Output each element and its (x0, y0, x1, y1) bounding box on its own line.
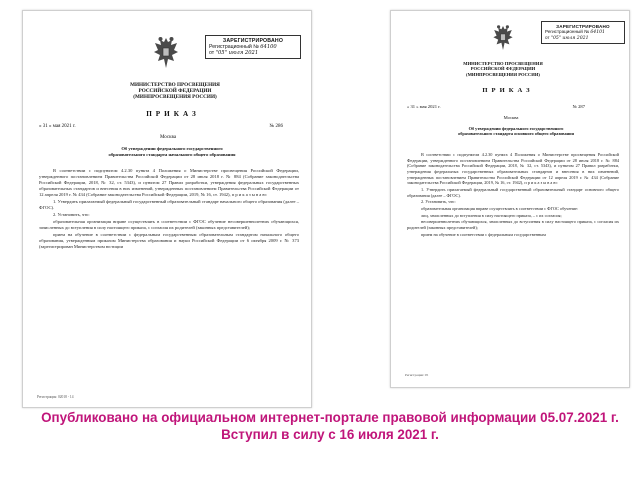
body-paragraph: образовательная организация вправе осуществлять в соответствии с ФГОС обучение: (421, 206, 579, 212)
stamp-reg-line: Регистрационный № 64100 (209, 44, 277, 50)
order-title: ПРИКАЗ (482, 87, 534, 94)
order-number: № 286 (269, 124, 283, 129)
body-paragraph: 1. Утвердить прилагаемый федеральный государственный образовательный стандарт основного общего образования (далее – ФГОС). (407, 187, 619, 198)
registration-stamp (541, 21, 625, 44)
body-paragraph: прием на обучение в соответствии с федеральным государственным образовательным стандартом начального общего образования, утвержденным приказом Министерства образования и науки Российской Федерации от 6 октября 2009 г. № 373 (зарегистрирован Министерством юстиции (39, 232, 299, 249)
order-number: № 287 (572, 104, 585, 109)
russian-coat-of-arms-emblem-icon (151, 35, 181, 71)
stamp-date-line: от "05" июля 2021 (209, 50, 259, 56)
body-paragraph: В соответствии с подпунктом 4.2.30 пункта 4 Положения о Министерстве просвещения Российской Федерации, утвержденного постановлением Правительства Российской Федерации от 28 июля 2018 г. № 884 (Собрание законодательства Российской Федерации, 2018, № 32, ст. 5343), и пунктом 27 Правил разработки, утверждения федеральных государственных образовательных стандартов и внесения в них изменений, утвержденных постановлением Правительства Российской Федерации от 12 апреля 2019 г. № 434 (Собрание законодательства Российской Федерации, 2019, № 16, ст. 1942), п р и к а з ы в а ю: (39, 168, 299, 197)
order-date: « 31 » мая 2021 г. (407, 104, 441, 109)
order-date: « 31 » мая 2021 г. (39, 124, 76, 129)
order-document-286 (22, 10, 312, 408)
body-paragraph: несовершеннолетних обучающихся, зачисленных до вступления в силу настоящего приказа, с согласия их родителей (законных представителей); (407, 219, 619, 231)
stamp-reg-number: 64101 (590, 30, 605, 35)
body-paragraph: лиц, зачисленных до вступления в силу настоящего приказа, – с их согласия; (421, 212, 562, 218)
order-title: ПРИКАЗ (146, 110, 200, 118)
publication-line: Опубликовано на официальном интернет-портале правовой информации 05.07.2021 г. (41, 410, 619, 425)
body-paragraph: 2. Установить, что: (421, 199, 456, 205)
page-footnote: Регистрация: 02018 - 14 (37, 395, 74, 399)
stamp-reg-line: Регистрационный № 64101 (545, 29, 605, 35)
order-document-287 (390, 10, 630, 388)
publication-caption (30, 410, 630, 444)
order-body (407, 152, 619, 238)
order-body (39, 168, 299, 251)
page-footnote: Регистрация: 05 (405, 373, 429, 377)
body-paragraph: 2. Установить, что: (53, 212, 90, 217)
registration-stamp (205, 35, 301, 59)
stamp-reg-number: 64100 (260, 44, 277, 50)
stamp-date-line: от "05" июля 2021 (545, 35, 589, 41)
order-subject: Об утверждении федерального государственного образовательного стандарта основного общего образования (458, 126, 574, 137)
russian-coat-of-arms-emblem-icon (491, 23, 515, 53)
ministry-header: МИНИСТЕРСТВО ПРОСВЕЩЕНИЯ РОССИЙСКОЙ ФЕДЕРАЦИИ (МИНПРОСВЕЩЕНИЯ РОССИИ) (463, 61, 543, 77)
order-city: Москва (503, 115, 519, 120)
order-city: Москва (159, 135, 177, 140)
effective-date-line: Вступил в силу с 16 июля 2021 г. (221, 426, 439, 442)
stamp-date: "05" июля 2021 (550, 36, 589, 41)
order-subject: Об утверждении федерального государственного образовательного стандарта начального общего образования (108, 146, 236, 157)
stamp-title: ЗАРЕГИСТРИРОВАНО (556, 24, 610, 29)
body-paragraph: 1. Утвердить прилагаемый федеральный государственный образовательный стандарт начального общего образования (далее – ФГОС). (39, 199, 299, 210)
body-paragraph: образовательная организация вправе осуществлять в соответствии с ФГОС обучение несовершеннолетних обучающихся, зачисленных до вступления в силу настоящего приказа, с согласия их родителей (законных представителей); (39, 219, 299, 230)
body-paragraph: В соответствии с подпунктом 4.2.30 пункта 4 Положения о Министерстве просвещения Российской Федерации, утвержденного постановлением Правительства Российской Федерации от 28 июля 2018 г. № 884 (Собрание законодательства Российской Федерации, 2018, № 32, ст. 5343), и пунктом 27 Правил разработки, утверждения федеральных государственных образовательных стандартов и внесения в них изменений, утвержденных постановлением Правительства Российской Федерации от 12 апреля 2019 г. № 434 (Собрание законодательства Российской Федерации, 2019, № 16, ст. 1942), п р и к а з ы в а ю: (407, 152, 619, 186)
stamp-date: "05" июля 2021 (215, 50, 259, 56)
ministry-header: МИНИСТЕРСТВО ПРОСВЕЩЕНИЯ РОССИЙСКОЙ ФЕДЕРАЦИИ (МИНПРОСВЕЩЕНИЯ РОССИИ) (130, 82, 220, 100)
body-paragraph: прием на обучение в соответствии с федеральным государственным (421, 231, 546, 237)
stamp-title: ЗАРЕГИСТРИРОВАНО (222, 38, 284, 44)
